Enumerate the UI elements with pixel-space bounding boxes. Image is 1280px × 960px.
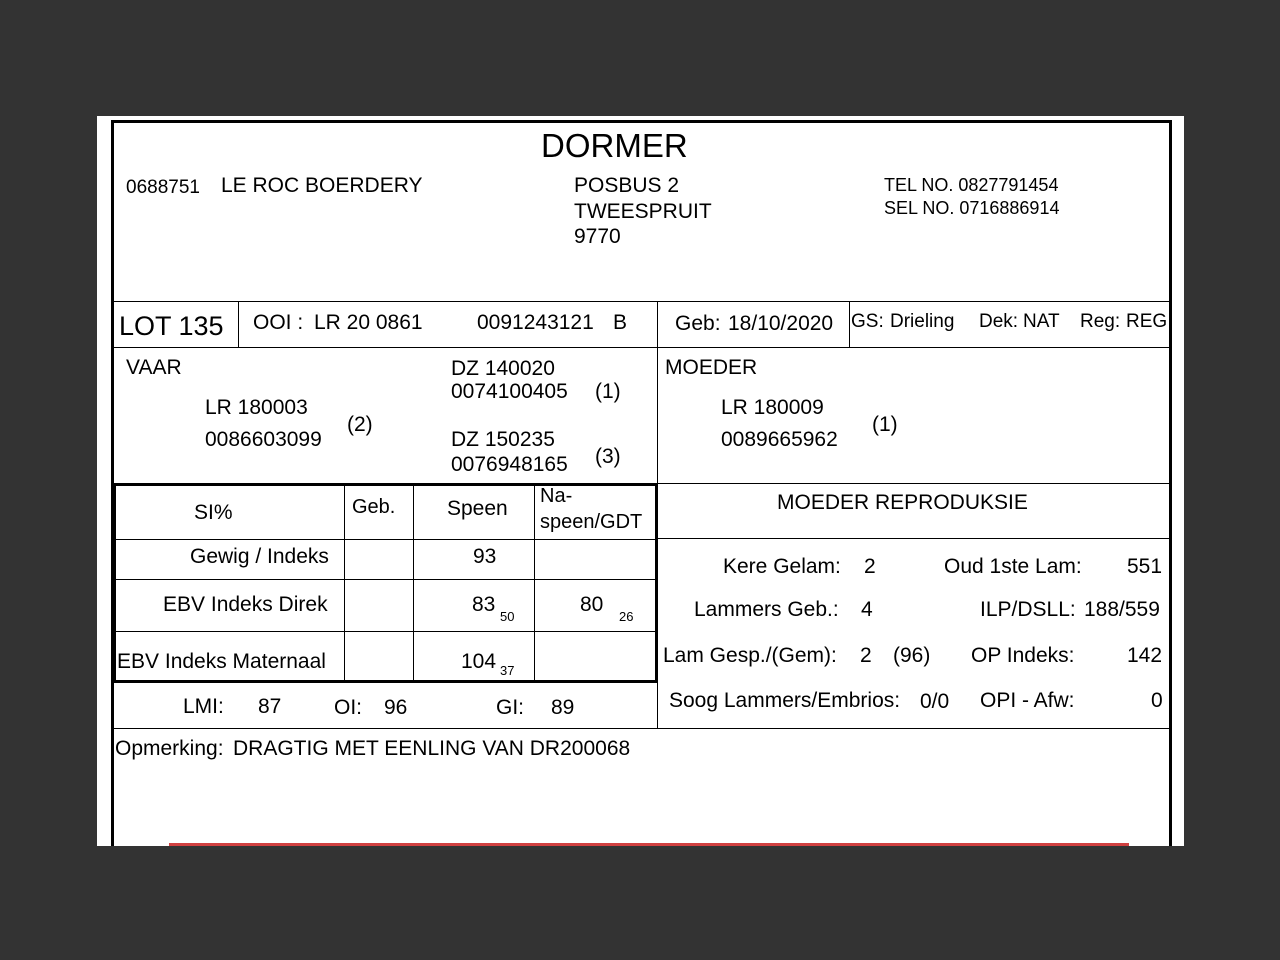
lammers-geb-label: Lammers Geb.: [694, 598, 839, 621]
vaar-mark: (2) [347, 413, 373, 436]
tel-number: TEL NO. 0827791454 [884, 175, 1059, 195]
row-label-ebv-direk: EBV Indeks Direk [163, 593, 328, 616]
owner-name: LE ROC BOERDERY [221, 174, 423, 197]
lmi-value: 87 [258, 695, 282, 718]
dz2-number: 0076948165 [451, 453, 568, 476]
ooi-number: 0091243121 [477, 311, 594, 334]
soog-label: Soog Lammers/Embrios: [669, 689, 901, 712]
owner-code: 0688751 [126, 177, 200, 198]
divider-geb [849, 302, 850, 347]
ilp-dsll-value: 188/559 [1084, 598, 1160, 621]
direk-speen: 83 [472, 593, 496, 616]
dz2-id: DZ 150235 [451, 428, 555, 451]
ooi-label: OOI : [253, 311, 304, 334]
vaar-id: LR 180003 [205, 396, 308, 419]
op-indeks-label: OP Indeks: [971, 644, 1075, 667]
lot-number: LOT 135 [119, 311, 224, 341]
gewig-speen: 93 [473, 545, 497, 568]
dz1-number: 0074100405 [451, 380, 568, 403]
oud-1ste-lam-value: 551 [1127, 555, 1163, 578]
gs-value: Drieling [890, 311, 955, 332]
naspeen-header-line1: Na- [540, 485, 573, 507]
lmi-label: LMI: [183, 695, 224, 718]
maternaal-speen: 104 [461, 650, 497, 673]
direk-naspeen: 80 [580, 593, 604, 616]
geb-date: 18/10/2020 [728, 312, 834, 335]
perf-right-border [655, 483, 658, 681]
vaar-label: VAAR [126, 356, 182, 379]
divider-indices [114, 728, 1172, 729]
dz1-mark: (1) [595, 380, 621, 403]
si-header: SI% [194, 501, 233, 524]
divider-perf-row3 [114, 680, 658, 683]
dek-value: NAT [1023, 311, 1060, 332]
ooi-id: LR 20 0861 [314, 311, 423, 334]
ilp-dsll-label: ILP/DSLL: [980, 598, 1076, 621]
direk-speen-accuracy: 50 [500, 609, 515, 624]
opi-afw-label: OPI - Afw: [980, 689, 1075, 712]
gi-label: GI: [496, 696, 525, 719]
maternaal-speen-accuracy: 37 [500, 663, 515, 678]
address-line2: TWEESPRUIT [574, 200, 712, 223]
divider-perf-row2 [114, 631, 658, 632]
moeder-id: LR 180009 [721, 396, 824, 419]
oi-label: OI: [334, 696, 363, 719]
divider-perf-header [114, 539, 658, 540]
naspeen-header-line2: speen/GDT [540, 511, 643, 533]
perf-left-border [113, 483, 116, 681]
address-line3: 9770 [574, 225, 621, 248]
dz2-mark: (3) [595, 445, 621, 468]
kere-gelam-label: Kere Gelam: [723, 555, 841, 578]
oi-value: 96 [384, 696, 408, 719]
kere-gelam-value: 2 [864, 555, 876, 578]
op-indeks-value: 142 [1127, 644, 1163, 667]
lam-gesp-gem: (96) [893, 644, 931, 667]
geb-label: Geb: [675, 312, 721, 335]
lam-gesp-value: 2 [860, 644, 872, 667]
moeder-label: MOEDER [665, 356, 758, 379]
geb-header: Geb. [352, 496, 396, 518]
vaar-number: 0086603099 [205, 428, 322, 451]
speen-header: Speen [447, 497, 508, 520]
divider-perf-row1 [114, 579, 658, 580]
divider-col-naspeen [534, 484, 535, 681]
row-label-ebv-maternaal: EBV Indeks Maternaal [117, 650, 326, 673]
sel-number: SEL NO. 0716886914 [884, 198, 1060, 218]
soog-value: 0/0 [920, 690, 950, 713]
direk-naspeen-accuracy: 26 [619, 609, 634, 624]
oud-1ste-lam-label: Oud 1ste Lam: [944, 555, 1082, 578]
address-line1: POSBUS 2 [574, 174, 680, 197]
divider-col-speen [413, 484, 414, 681]
ooi-grade: B [613, 311, 628, 334]
lammers-geb-value: 4 [861, 598, 873, 621]
footer-text-clipped [169, 843, 1129, 846]
moeder-number: 0089665962 [721, 428, 838, 451]
divider-animal-row [114, 347, 1172, 348]
repro-title: MOEDER REPRODUKSIE [777, 491, 1028, 514]
lam-gesp-label: Lam Gesp./(Gem): [663, 644, 837, 667]
gi-value: 89 [551, 696, 575, 719]
gs-label: GS: [851, 311, 884, 332]
divider-repro-title [657, 538, 1172, 539]
opi-afw-value: 0 [1151, 689, 1163, 712]
dz1-id: DZ 140020 [451, 357, 555, 380]
breed-title: DORMER [541, 127, 688, 164]
reg-value: REG [1126, 311, 1168, 332]
divider-col-geb [344, 484, 345, 681]
moeder-mark: (1) [872, 413, 898, 436]
reg-label: Reg: [1080, 311, 1121, 332]
dek-label: Dek: [979, 311, 1019, 332]
divider-header [114, 301, 1172, 302]
row-label-gewig: Gewig / Indeks [190, 545, 329, 568]
divider-pedigree [114, 483, 658, 486]
divider-lot [238, 302, 239, 347]
remarks-label: Opmerking: [115, 737, 224, 760]
divider-mother-pedigree [657, 483, 1172, 484]
catalogue-card [97, 116, 1184, 846]
remarks-text: DRAGTIG MET EENLING VAN DR200068 [233, 737, 631, 760]
